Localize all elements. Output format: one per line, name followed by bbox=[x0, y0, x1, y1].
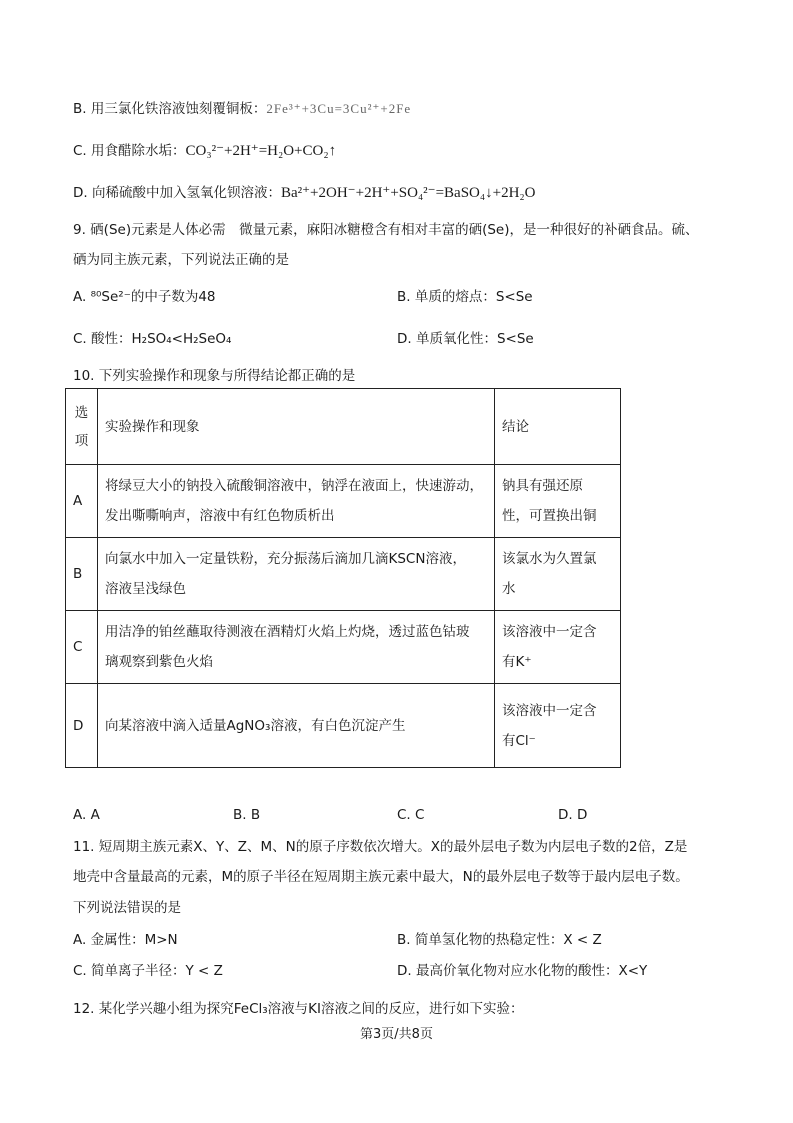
q10-answer-d: D. D bbox=[558, 807, 588, 823]
experiment-table bbox=[65, 388, 621, 768]
q11-stem-line-2: 地壳中含量最高的元素，M的原子半径在短周期主族元素中最大，N的最外层电子数等于最内层电子数。 bbox=[73, 869, 689, 885]
row-conclusion: 该溶液中一定含 有K⁺ bbox=[495, 611, 621, 684]
q9-option-b: B. 单质的熔点：S<Se bbox=[397, 289, 533, 305]
header-conclusion: 结论 bbox=[495, 389, 621, 465]
table-row bbox=[66, 465, 621, 538]
row-conclusion: 该氯水为久置氯 水 bbox=[495, 538, 621, 611]
q11-stem-line-1: 11. 短周期主族元素X、Y、Z、M、N的原子序数依次增大。X的最外层电子数为内层电子数的2倍，Z是 bbox=[73, 839, 688, 855]
q11-option-a: A. 金属性：M>N bbox=[73, 932, 178, 948]
row-option: A bbox=[66, 465, 98, 538]
q9-option-a: A. ⁸⁰Se²⁻的中子数为48 bbox=[73, 289, 216, 305]
q8-option-c-equation: CO₃²⁻+2H⁺=H₂O+CO₂↑ bbox=[185, 143, 337, 159]
q11-option-d: D. 最高价氧化物对应水化物的酸性：X<Y bbox=[397, 963, 648, 979]
table-row bbox=[66, 538, 621, 611]
header-operation: 实验操作和现象 bbox=[98, 389, 495, 465]
q11-stem-line-3: 下列说法错误的是 bbox=[73, 900, 181, 916]
row-option: B bbox=[66, 538, 98, 611]
q8-option-b bbox=[73, 99, 411, 119]
q8-option-b-equation: 2Fe³⁺+3Cu=3Cu²⁺+2Fe bbox=[266, 101, 412, 116]
q11-option-c: C. 简单离子半径：Y < Z bbox=[73, 963, 223, 979]
row-operation: 向某溶液中滴入适量AgNO₃溶液，有白色沉淀产生 bbox=[98, 684, 495, 768]
q8-option-c bbox=[73, 141, 336, 161]
q8-option-d-equation: Ba²⁺+2OH⁻+2H⁺+SO₄²⁻=BaSO₄↓+2H₂O bbox=[280, 185, 536, 201]
q10-stem: 10. 下列实验操作和现象与所得结论都正确的是 bbox=[73, 368, 356, 384]
q9-option-c: C. 酸性：H₂SO₄<H₂SeO₄ bbox=[73, 331, 232, 347]
q8-option-d bbox=[73, 183, 535, 203]
row-operation: 向氯水中加入一定量铁粉，充分振荡后滴加几滴KSCN溶液， 溶液呈浅绿色 bbox=[98, 538, 495, 611]
q10-answer-a: A. A bbox=[73, 807, 100, 823]
q8-option-c-text: C. 用食醋除水垢： bbox=[73, 143, 186, 159]
row-option: D bbox=[66, 684, 98, 768]
row-option: C bbox=[66, 611, 98, 684]
q12-stem: 12. 某化学兴趣小组为探究FeCl₃溶液与KI溶液之间的反应，进行如下实验： bbox=[73, 1001, 524, 1017]
table-row bbox=[66, 611, 621, 684]
row-conclusion: 钠具有强还原 性，可置换出铜 bbox=[495, 465, 621, 538]
q11-option-b: B. 简单氢化物的热稳定性：X < Z bbox=[397, 932, 602, 948]
row-operation: 用洁净的铂丝蘸取待测液在酒精灯火焰上灼烧，透过蓝色钴玻 璃观察到紫色火焰 bbox=[98, 611, 495, 684]
table-row bbox=[66, 684, 621, 768]
table-header-row bbox=[66, 389, 621, 465]
q9-option-d: D. 单质氧化性：S<Se bbox=[397, 331, 534, 347]
q8-option-b-text: B. 用三氯化铁溶液蚀刻覆铜板： bbox=[73, 101, 267, 117]
page-number-footer: 第3页/共8页 bbox=[360, 1027, 433, 1042]
q9-stem-line-2: 硒为同主族元素，下列说法正确的是 bbox=[73, 252, 289, 268]
header-option: 选项 bbox=[66, 389, 98, 465]
row-operation: 将绿豆大小的钠投入硫酸铜溶液中，钠浮在液面上，快速游动， 发出嘶嘶响声，溶液中有红色物质析出 bbox=[98, 465, 495, 538]
row-conclusion: 该溶液中一定含 有Cl⁻ bbox=[495, 684, 621, 768]
q10-answer-b: B. B bbox=[233, 807, 261, 823]
q9-stem-line-1: 9. 硒(Se)元素是人体必需 微量元素，麻阳冰糖橙含有相对丰富的硒(Se)，是一种很好的补硒食品。硫、 bbox=[73, 222, 699, 238]
q10-answer-c: C. C bbox=[397, 807, 425, 823]
q8-option-d-text: D. 向稀硫酸中加入氢氧化钡溶液： bbox=[73, 185, 281, 201]
